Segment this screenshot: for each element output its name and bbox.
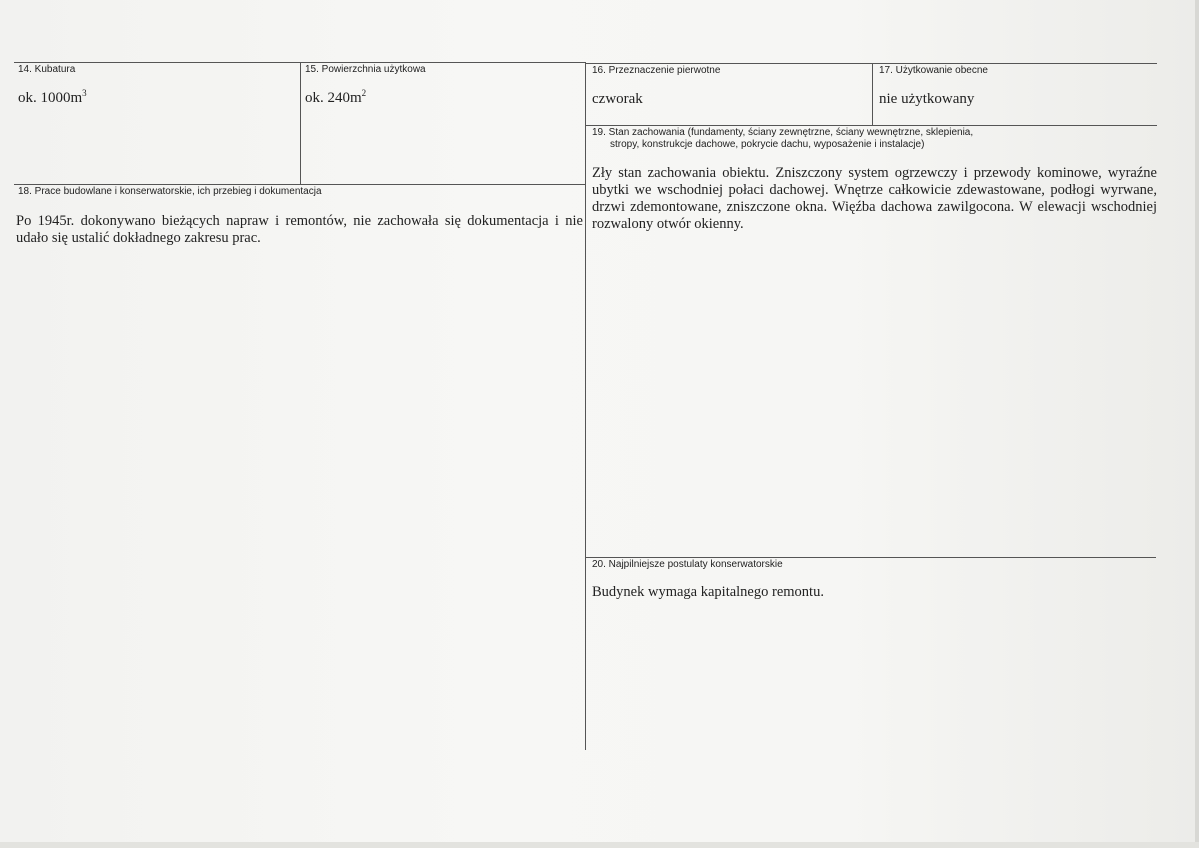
field-15-value [305,90,366,107]
field-17-label: 17. Użytkowanie obecne [879,65,988,76]
field-17-value: nie użytkowany [879,91,975,107]
field-15-value-exponent: 2 [361,88,367,98]
field-15-value-text: ok. 240m [305,90,362,106]
field-20-label: 20. Najpilniejsze postulaty konserwatorskie [592,559,783,570]
paper-edge-bottom [0,842,1199,848]
divider-center [585,62,586,750]
rule-below-16-17 [586,125,1157,126]
field-19-text: Zły stan zachowania obiektu. Zniszczony system ogrzewczy i przewody kominowe, wyraźne ubytki we wschodniej połaci dachowej. Wnętrze całkowicie zdewastowane, podłogi wyrwane, drzwi zdemontowane, zniszczone okna. Więźba dachowa zawilgocona. W elewacji wschodniej rozwalony otwór okienny. [592,165,1157,232]
field-14-value-exponent: 3 [82,88,87,98]
field-19-label-line1: 19. Stan zachowania (fundamenty, ściany zewnętrzne, ściany wewnętrzne, sklepienia, [592,127,974,138]
field-18-text: Po 1945r. dokonywano bieżących napraw i remontów, nie zachowała się dokumentacja i nie udało się ustalić dokładnego zakresu prac. [16,213,583,246]
field-18-label: 18. Prace budowlane i konserwatorskie, ich przebieg i dokumentacja [18,186,322,197]
field-14-value [18,90,87,107]
field-16-label: 16. Przeznaczenie pierwotne [592,65,721,76]
field-20-text: Budynek wymaga kapitalnego remontu. [592,584,824,600]
rule-above-18 [14,184,586,185]
paper-edge-right [1195,0,1199,848]
field-14-value-text: ok. 1000m [18,90,83,106]
field-16-value: czworak [592,91,643,107]
divider-16-17 [872,63,873,125]
field-15-label: 15. Powierzchnia użytkowa [305,64,426,75]
field-14-label: 14. Kubatura [18,64,76,75]
divider-14-15 [300,62,301,184]
field-19-label-line2: stropy, konstrukcje dachowe, pokrycie dachu, wyposażenie i instalacje) [610,139,925,150]
rule-above-20 [586,557,1156,558]
